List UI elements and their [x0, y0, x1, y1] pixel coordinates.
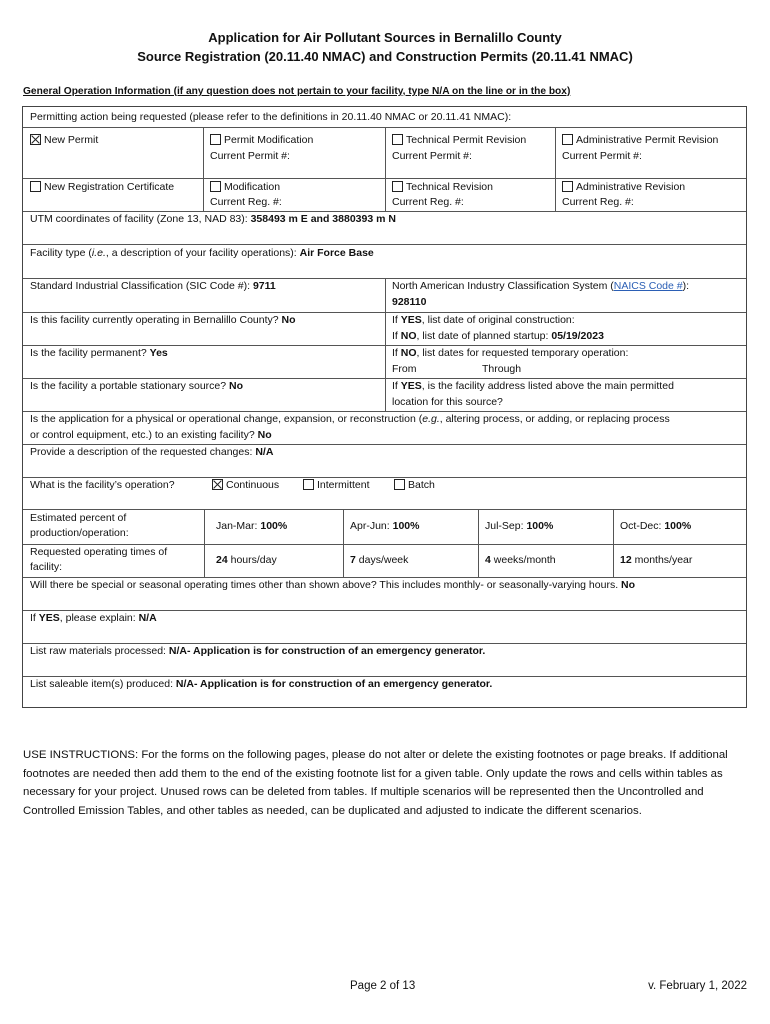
times-label-line1: Requested operating times of [30, 546, 168, 558]
currently-operating-field[interactable]: Is this facility currently operating in Bernalillo County? No [30, 314, 296, 326]
temporary-through-field[interactable]: Through [482, 363, 522, 375]
percent-apr-jun[interactable]: Apr-Jun: 100% [350, 520, 420, 532]
weeks-per-month[interactable]: 4 weeks/month [485, 554, 556, 566]
new-registration-certificate-checkbox[interactable] [30, 181, 41, 192]
percent-oct-dec[interactable]: Oct-Dec: 100% [620, 520, 692, 532]
seasonal-explain-value: N/A [138, 612, 157, 624]
hours-per-day[interactable]: 24 hours/day [216, 554, 277, 566]
batch-checkbox[interactable] [394, 479, 405, 490]
continuous-checkbox[interactable] [212, 479, 223, 490]
sic-value: 9711 [252, 280, 276, 292]
permit-modification-checkbox[interactable] [210, 134, 221, 145]
naics-value: 928110 [392, 296, 427, 308]
administrative-permit-revision-checkbox[interactable] [562, 134, 573, 145]
form-title-line1: Application for Air Pollutant Sources in Bernalillo County [208, 30, 562, 45]
change-question-line1: Is the application for a physical or operational change, expansion, or reconstruction (e.g., altering process, or adding, or replacing process [30, 413, 670, 425]
administrative-revision-current-reg-label[interactable]: Current Reg. #: [562, 196, 634, 208]
days-per-week[interactable]: 7 days/week [350, 554, 409, 566]
portable-source-value: No [229, 380, 244, 392]
option-continuous[interactable]: Continuous [212, 478, 279, 493]
raw-materials-value: N/A- Application is for construction of an emergency generator. [168, 645, 486, 657]
use-instructions: USE INSTRUCTIONS: For the forms on the following pages, please do not alter or delete the existing footnotes or page breaks. If additional footnotes are needed then add them to the end of the existing footnote list for a given table. Only update the rows and cells within tables as necessary for your project. Unused rows can be deleted from tables. If multiple scenarios will be represented then the Uncontrolled and Controlled Emission Tables, and other tables as needed, can be duplicated and adjusted to indicate the different scenarios. [23, 749, 728, 817]
administrative-revision-checkbox[interactable] [562, 181, 573, 192]
change-question-field[interactable]: or control equipment, etc.) to an existing facility? No [30, 429, 272, 441]
option-administrative-revision[interactable]: Administrative Revision [562, 180, 685, 195]
form-title-line2: Source Registration (20.11.40 NMAC) and Construction Permits (20.11.41 NMAC) [137, 49, 633, 64]
facility-permanent-value: Yes [149, 347, 168, 359]
original-construction-date-field[interactable]: If YES, list date of original construction: [392, 314, 575, 326]
option-new-registration-certificate[interactable]: New Registration Certificate [30, 180, 174, 195]
technical-permit-revision-current-permit-label[interactable]: Current Permit #: [392, 150, 472, 162]
percent-label-line1: Estimated percent of [30, 512, 127, 524]
changes-description-field[interactable]: Provide a description of the requested changes: N/A [30, 446, 274, 458]
portable-source-field[interactable]: Is the facility a portable stationary source? No [30, 380, 244, 392]
technical-revision-checkbox[interactable] [392, 181, 403, 192]
portable-address-question[interactable]: If YES, is the facility address listed above the main permitted [392, 380, 674, 392]
naics-code-link[interactable]: NAICS Code # [613, 280, 683, 292]
facility-operation-label: What is the facility’s operation? [30, 479, 175, 491]
raw-materials-field[interactable]: List raw materials processed: N/A- Application is for construction of an emergency generator. [30, 645, 486, 657]
seasonal-operation-field[interactable]: Will there be special or seasonal operating times other than shown above? This includes monthly- or seasonally-varying hours. No [30, 579, 636, 591]
option-new-permit[interactable]: New Permit [30, 133, 98, 148]
administrative-permit-revision-current-permit-label[interactable]: Current Permit #: [562, 150, 642, 162]
months-per-year[interactable]: 12 months/year [620, 554, 693, 566]
new-permit-checkbox[interactable] [30, 134, 41, 145]
portable-address-question-line2: location for this source? [392, 396, 503, 408]
saleable-items-field[interactable]: List saleable item(s) produced: N/A- Application is for construction of an emergency generator. [30, 678, 493, 690]
intermittent-checkbox[interactable] [303, 479, 314, 490]
sic-code-field[interactable]: Standard Industrial Classification (SIC Code #): 9711 [30, 280, 276, 292]
permit-modification-current-permit-label[interactable]: Current Permit #: [210, 150, 290, 162]
saleable-items-value: N/A- Application is for construction of an emergency generator. [175, 678, 493, 690]
facility-type-field[interactable]: Facility type (i.e., a description of your facility operations): Air Force Base [30, 247, 374, 259]
version-date: v. February 1, 2022 [648, 980, 747, 992]
planned-startup-date-field[interactable]: If NO, list date of planned startup: 05/19/2023 [392, 330, 604, 342]
seasonal-operation-value: No [621, 579, 636, 591]
percent-label-line2: production/operation: [30, 527, 129, 539]
naics-code-field[interactable]: North American Industry Classification System (NAICS Code #): [392, 280, 690, 292]
option-administrative-permit-revision[interactable]: Administrative Permit Revision [562, 133, 718, 148]
general-operation-form [22, 106, 747, 708]
modification-current-reg-label[interactable]: Current Reg. #: [210, 196, 282, 208]
temporary-operation-dates-label: If NO, list dates for requested temporary operation: [392, 347, 629, 359]
option-intermittent[interactable]: Intermittent [303, 478, 370, 493]
change-question-value: No [257, 429, 272, 441]
permitting-action-prompt: Permitting action being requested (please refer to the definitions in 20.11.40 NMAC or 20.11.41 NMAC): [30, 111, 512, 123]
option-modification[interactable]: Modification [210, 180, 280, 195]
modification-checkbox[interactable] [210, 181, 221, 192]
page-number: Page 2 of 13 [350, 980, 416, 992]
seasonal-explain-field[interactable]: If YES, please explain: N/A [30, 612, 157, 624]
option-technical-revision[interactable]: Technical Revision [392, 180, 493, 195]
technical-revision-current-reg-label[interactable]: Current Reg. #: [392, 196, 464, 208]
percent-jul-sep[interactable]: Jul-Sep: 100% [485, 520, 554, 532]
temporary-from-field[interactable]: From [392, 363, 417, 375]
utm-coordinates-field[interactable]: UTM coordinates of facility (Zone 13, NAD 83): 358493 m E and 3880393 m N [30, 213, 396, 225]
technical-permit-revision-checkbox[interactable] [392, 134, 403, 145]
changes-description-value: N/A [255, 446, 274, 458]
facility-type-value: Air Force Base [299, 247, 374, 259]
planned-startup-value: 05/19/2023 [551, 330, 604, 342]
facility-permanent-field[interactable]: Is the facility permanent? Yes [30, 347, 168, 359]
option-batch[interactable]: Batch [394, 478, 435, 493]
percent-jan-mar[interactable]: Jan-Mar: 100% [216, 520, 288, 532]
utm-value: 358493 m E and 3880393 m N [250, 213, 396, 225]
option-technical-permit-revision[interactable]: Technical Permit Revision [392, 133, 526, 148]
option-permit-modification[interactable]: Permit Modification [210, 133, 313, 148]
times-label-line2: facility: [30, 561, 63, 573]
general-operation-heading: General Operation Information (if any question does not pertain to your facility, type N/A on the line or in the box) [23, 86, 571, 97]
currently-operating-value: No [281, 314, 296, 326]
